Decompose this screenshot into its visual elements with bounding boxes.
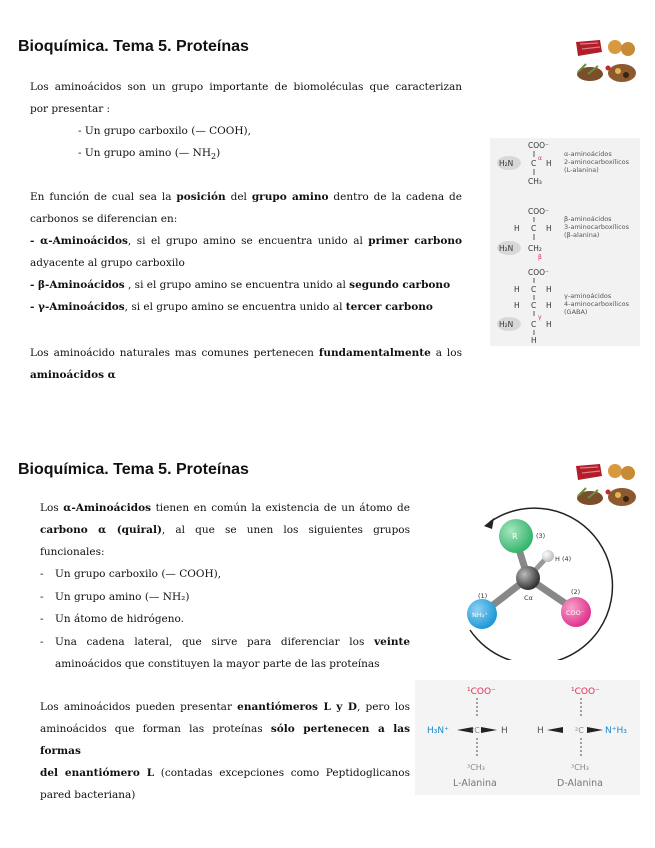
- beta-text: , si el grupo amino se encuentra unido al: [124, 279, 350, 291]
- alanine-enantiomers-figure: [415, 680, 640, 795]
- list-item: [40, 631, 410, 676]
- alpha-label-2: 2-aminocarboxílicos: [564, 158, 630, 166]
- position-text-a: En función de cual sea la: [30, 191, 177, 203]
- position-line-1: [30, 186, 462, 208]
- common-paragraph: [40, 497, 410, 563]
- l-h: H: [501, 726, 508, 736]
- l-c: ²C: [471, 726, 480, 735]
- enant-text-b: , pero los: [357, 701, 411, 713]
- beta-c: C: [531, 224, 537, 233]
- alpha-carbon-model: [440, 490, 640, 660]
- alpha-c: C: [531, 159, 537, 168]
- common-line-2: [40, 519, 410, 541]
- gamma-c-3: C: [531, 320, 537, 329]
- gamma-coo: COO⁻: [528, 268, 550, 277]
- l-coo: ¹COO⁻: [467, 687, 496, 697]
- alpha-h2n: H₂N: [499, 159, 514, 168]
- gamma-h-right-2: H: [546, 301, 552, 310]
- common-line-3: funcionales:: [40, 546, 105, 558]
- alpha-bold: - α-Aminoácidos: [30, 235, 128, 247]
- gamma-line: [30, 296, 462, 318]
- side-chain-line-1: [55, 631, 410, 654]
- beta-label-3: (β-alanina): [564, 231, 600, 239]
- common-bold-carbono: carbono α (quiral): [40, 524, 162, 536]
- d-nh3: N⁺H₃: [605, 726, 627, 736]
- l-alanina-label: L-Alanina: [453, 778, 497, 789]
- common-text-b: tienen en común la existencia de un átomo de: [151, 502, 410, 514]
- gamma-bold: - γ-Aminoácidos: [30, 301, 125, 313]
- model-h4: H (4): [555, 555, 572, 563]
- beta-label-2: 3-aminocarboxílicos: [564, 223, 630, 231]
- enant-line-2: [40, 718, 410, 762]
- alpha-label-1: α-aminoácidos: [564, 150, 612, 158]
- beta-h2n: H₂N: [499, 244, 514, 253]
- list-item: - Un grupo carboxilo (— COOH),: [40, 563, 410, 586]
- enant-text-c: aminoácidos que forman las proteínas: [40, 723, 271, 735]
- beta-bold: - β-Aminoácidos: [30, 279, 125, 291]
- beta-bold-carbono: segundo carbono: [349, 279, 451, 291]
- functional-groups-list: [40, 563, 410, 676]
- gamma-c-1: C: [531, 285, 537, 294]
- group-amino-sub: 2: [211, 152, 217, 162]
- enant-bold-formas: sólo pertenecen a las formas: [40, 723, 410, 757]
- intro-line-1: Los aminoácidos son un grupo importante de biomoléculas que caracterizan: [30, 81, 462, 93]
- model-r: R: [512, 532, 518, 541]
- alpha-coo: COO⁻: [528, 141, 550, 150]
- common-text-c: , al que se unen los siguientes grupos: [161, 524, 410, 536]
- list-item: - Un átomo de hidrógeno.: [40, 608, 410, 631]
- gamma-label-3: (GABA): [564, 308, 588, 316]
- alpha-bold-carbono: primer carbono: [368, 235, 462, 247]
- beta-greek: β: [538, 254, 542, 261]
- beta-line: [30, 274, 462, 296]
- d-h: H: [537, 726, 544, 736]
- position-text-c: dentro de la cadena de: [328, 191, 462, 203]
- beta-h-left: H: [514, 224, 520, 233]
- enantiomer-paragraph: [40, 696, 410, 806]
- common-bold-alpha: α-Aminoácidos: [63, 502, 152, 514]
- natural-line-1: [30, 342, 462, 364]
- model-coo: COO⁻: [566, 609, 585, 617]
- alpha-h: H: [546, 159, 552, 168]
- side-chain-text: Una cadena lateral, que sirve para diferenciar los: [55, 635, 375, 648]
- enant-bold-ld: enantiómeros L y D: [237, 701, 357, 713]
- enant-line-4: pared bacteriana): [40, 789, 136, 801]
- common-line-1: [40, 497, 410, 519]
- group-amino-close: ): [216, 147, 221, 159]
- enant-bold-l: del enantiómero L: [40, 767, 155, 779]
- d-alanina-label: D-Alanina: [557, 778, 603, 789]
- natural-paragraph: [30, 342, 462, 386]
- gamma-text: , si el grupo amino se encuentra unido al: [124, 301, 346, 313]
- alpha-line-1: [30, 230, 462, 252]
- d-ch3: ³CH₃: [571, 763, 590, 772]
- d-c: ²C: [575, 726, 584, 735]
- alpha-ch3: CH₃: [528, 177, 542, 186]
- list-item: - Un grupo amino (— NH₂): [40, 586, 410, 609]
- enant-line-3: [40, 762, 410, 784]
- model-ca: Cα: [524, 594, 533, 602]
- model-nh3: NH₃⁺: [472, 611, 488, 619]
- gamma-bold-carbono: tercer carbono: [345, 301, 433, 313]
- enant-text-a: Los aminoácidos pueden presentar: [40, 701, 238, 713]
- beta-label-1: β-aminoácidos: [564, 215, 612, 223]
- intro-paragraph: [30, 76, 462, 168]
- alpha-label-3: (L-alanina): [564, 166, 599, 174]
- slide2-title: Bioquímica. Tema 5. Proteínas: [18, 461, 249, 478]
- alpha-greek: α: [538, 155, 542, 162]
- position-line-2: carbonos se diferencian en:: [30, 213, 178, 225]
- gamma-h2n: H₂N: [499, 320, 514, 329]
- d-coo: ¹COO⁻: [571, 687, 600, 697]
- intro-line-2: por presentar :: [30, 103, 111, 115]
- gamma-c-2: C: [531, 301, 537, 310]
- beta-coo: COO⁻: [528, 207, 550, 216]
- natural-text-a: Los aminoácido naturales mas comunes pertenecen: [30, 347, 319, 359]
- amino-classification-figure: [490, 138, 640, 346]
- gamma-h-left-2: H: [514, 301, 520, 310]
- enant-line-1: [40, 696, 410, 718]
- l-ch3: ³CH₃: [467, 763, 486, 772]
- model-n3: (3): [536, 532, 546, 540]
- alpha-line-2: adyacente al grupo carboxilo: [30, 257, 185, 269]
- position-paragraph: [30, 186, 462, 318]
- model-n2: (2): [571, 588, 581, 596]
- common-text-a: Los: [40, 502, 64, 514]
- model-n1: (1): [478, 592, 488, 600]
- beta-ch2: CH₂: [528, 244, 542, 253]
- position-bold-posicion: posición: [176, 191, 226, 203]
- gamma-greek: γ: [538, 314, 542, 321]
- gamma-label-1: γ-aminoácidos: [564, 292, 612, 300]
- position-text-b: del: [225, 191, 252, 203]
- position-bold-grupo: grupo amino: [251, 191, 329, 203]
- side-chain-line-2: aminoácidos que constituyen la mayor parte de las proteínas: [55, 658, 380, 670]
- slide1-title: Bioquímica. Tema 5. Proteínas: [18, 38, 249, 55]
- group-amino-text: - Un grupo amino (— NH: [78, 147, 211, 159]
- gamma-h-right-3: H: [546, 320, 552, 329]
- side-chain-bold: veinte: [374, 635, 410, 648]
- gamma-label-2: 4-aminocarboxílicos: [564, 300, 630, 308]
- l-nh3: H₃N⁺: [427, 726, 449, 736]
- natural-line-2: aminoácidos α: [30, 369, 116, 381]
- natural-bold: fundamentalmente: [318, 347, 431, 359]
- beta-h-right: H: [546, 224, 552, 233]
- food-illustration-1: [570, 38, 642, 90]
- gamma-h-bottom: H: [531, 336, 537, 345]
- natural-text-b: a los: [430, 347, 462, 359]
- gamma-h-right-1: H: [546, 285, 552, 294]
- alpha-text: , si el grupo amino se encuentra unido al: [127, 235, 369, 247]
- group-amino: [30, 142, 462, 168]
- group-carboxyl: - Un grupo carboxilo (— COOH),: [78, 125, 251, 137]
- enant-text-d: (contadas excepciones como Peptidoglicanos: [154, 767, 410, 779]
- gamma-h-left-1: H: [514, 285, 520, 294]
